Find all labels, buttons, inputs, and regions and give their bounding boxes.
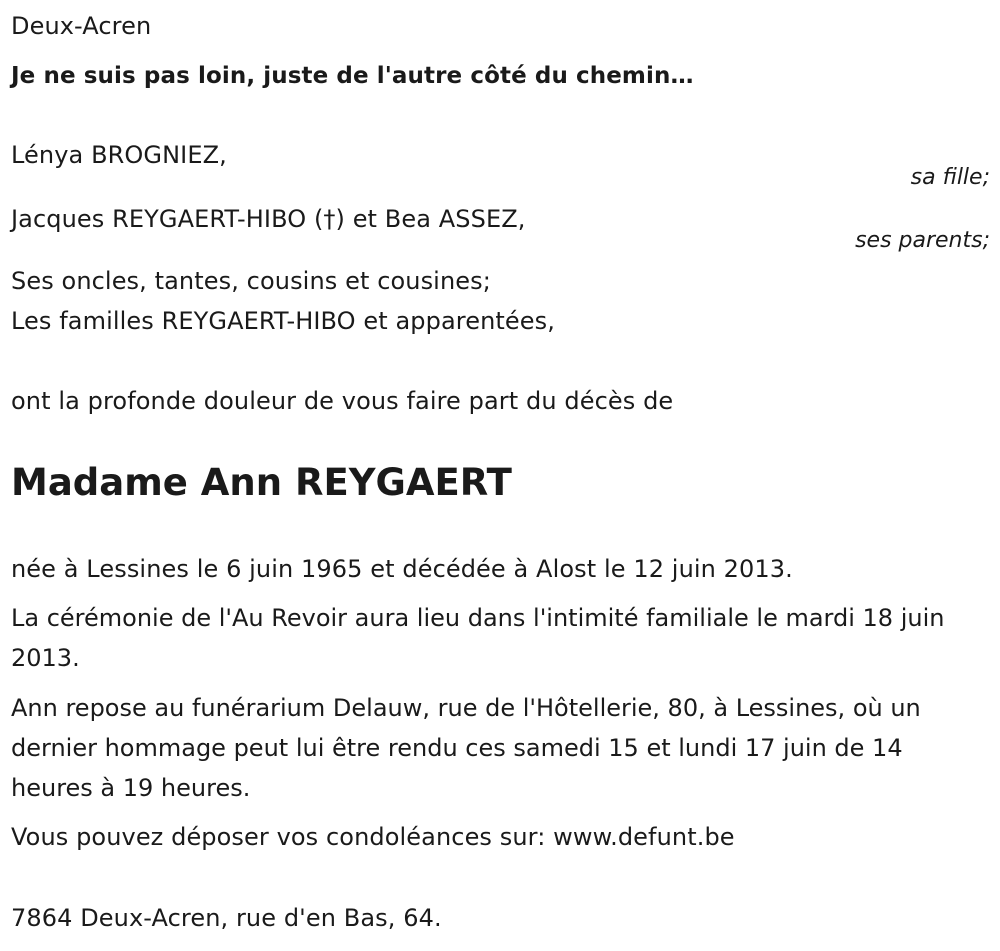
daughter-role: sa fille;: [910, 165, 990, 190]
birth-death-line: née à Lessines le 6 juin 1965 et décédée à Alost le 12 juin 2013.: [11, 555, 793, 583]
visitation-paragraph: Ann repose au funérarium Delauw, rue de l'Hôtellerie, 80, à Lessines, où un dernier hommage peut lui être rendu ces samedi 15 et lundi 17 juin de 14 heures à 19 heures.: [11, 694, 921, 802]
relatives-line: Ses oncles, tantes, cousins et cousines;: [11, 267, 491, 295]
families-line: Les familles REYGAERT-HIBO et apparentées,: [11, 307, 555, 335]
place-heading: Deux-Acren: [11, 12, 152, 40]
daughter-name: Lénya BROGNIEZ,: [11, 141, 227, 169]
parents-role: ses parents;: [855, 228, 990, 253]
announcement-text: ont la profonde douleur de vous faire part du décès de: [11, 387, 674, 415]
condolences-line: Vous pouvez déposer vos condoléances sur: www.defunt.be: [11, 823, 735, 851]
address-line: 7864 Deux-Acren, rue d'en Bas, 64.: [11, 904, 442, 932]
motto: Je ne suis pas loin, juste de l'autre côté du chemin…: [11, 63, 694, 89]
parents-names: Jacques REYGAERT-HIBO (†) et Bea ASSEZ,: [11, 205, 526, 233]
ceremony-paragraph: La cérémonie de l'Au Revoir aura lieu dans l'intimité familiale le mardi 18 juin 2013.: [11, 604, 945, 672]
deceased-name: Madame Ann REYGAERT: [11, 461, 512, 504]
